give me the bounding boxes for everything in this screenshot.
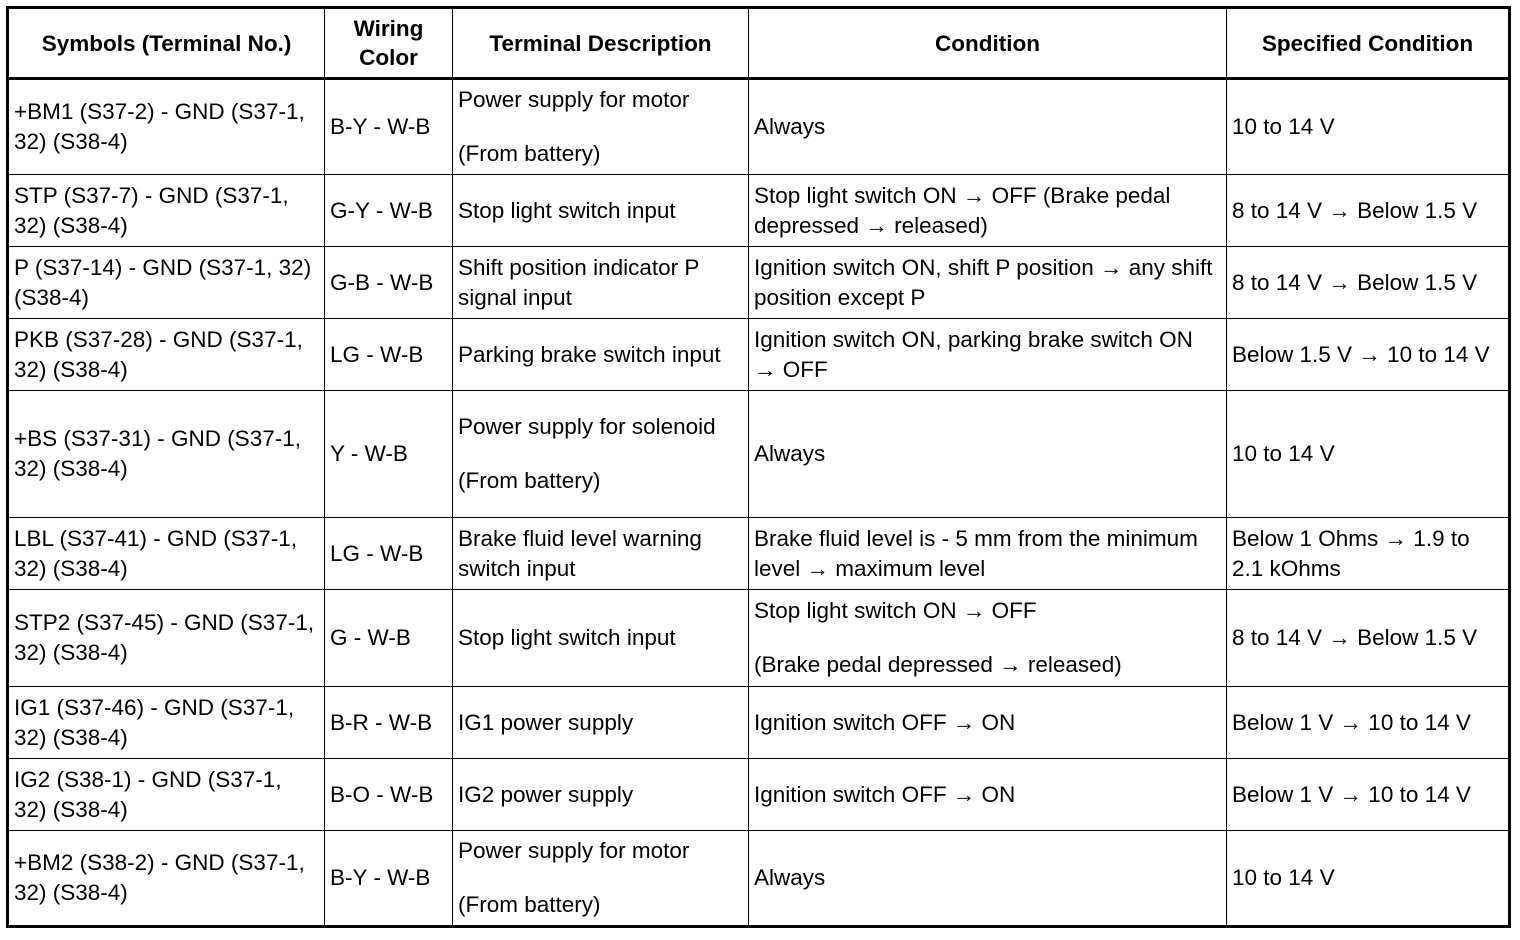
cell-symbol: STP (S37-7) - GND (S37-1, 32) (S38-4) xyxy=(8,175,325,247)
header-specified-condition: Specified Condition xyxy=(1227,8,1510,79)
cell-terminal-description xyxy=(453,518,749,590)
cell-terminal-description xyxy=(453,831,749,927)
table-row xyxy=(8,759,1510,831)
condition-line: Always xyxy=(754,114,826,139)
description-line: Shift position indicator P signal input xyxy=(458,254,699,310)
table-row xyxy=(8,391,1510,518)
cell-condition xyxy=(749,79,1227,175)
table-row xyxy=(8,175,1510,247)
cell-wiring-color: Y - W-B xyxy=(325,391,453,518)
terminal-spec-table xyxy=(6,6,1511,928)
cell-symbol: +BM1 (S37-2) - GND (S37-1, 32) (S38-4) xyxy=(8,79,325,175)
cell-symbol: IG2 (S38-1) - GND (S37-1, 32) (S38-4) xyxy=(8,759,325,831)
cell-specified-condition: 8 to 14 V → Below 1.5 V xyxy=(1227,247,1510,319)
header-wiring-color: Wiring Color xyxy=(325,8,453,79)
condition-line: Stop light switch ON → OFF (Brake pedal depressed → released) xyxy=(754,182,1171,238)
cell-terminal-description xyxy=(453,175,749,247)
cell-specified-condition: 8 to 14 V → Below 1.5 V xyxy=(1227,175,1510,247)
cell-condition xyxy=(749,518,1227,590)
description-line: Parking brake switch input xyxy=(458,341,721,367)
cell-terminal-description xyxy=(453,590,749,687)
cell-specified-condition: Below 1 V → 10 to 14 V xyxy=(1227,759,1510,831)
table-row xyxy=(8,831,1510,927)
cell-specified-condition: Below 1 V → 10 to 14 V xyxy=(1227,687,1510,759)
description-line: Power supply for motor xyxy=(458,87,690,112)
cell-symbol: +BS (S37-31) - GND (S37-1, 32) (S38-4) xyxy=(8,391,325,518)
table-row xyxy=(8,79,1510,175)
cell-wiring-color: G-Y - W-B xyxy=(325,175,453,247)
cell-terminal-description xyxy=(453,79,749,175)
cell-symbol: LBL (S37-41) - GND (S37-1, 32) (S38-4) xyxy=(8,518,325,590)
cell-condition xyxy=(749,831,1227,927)
cell-condition xyxy=(749,175,1227,247)
cell-symbol: P (S37-14) - GND (S37-1, 32) (S38-4) xyxy=(8,247,325,319)
condition-line: Ignition switch OFF → ON xyxy=(754,781,1016,807)
cell-wiring-color: B-O - W-B xyxy=(325,759,453,831)
cell-condition xyxy=(749,590,1227,687)
cell-symbol: PKB (S37-28) - GND (S37-1, 32) (S38-4) xyxy=(8,319,325,391)
cell-symbol: IG1 (S37-46) - GND (S37-1, 32) (S38-4) xyxy=(8,687,325,759)
cell-wiring-color: G-B - W-B xyxy=(325,247,453,319)
header-row xyxy=(8,8,1510,79)
cell-condition xyxy=(749,391,1227,518)
table-row xyxy=(8,247,1510,319)
description-line: Stop light switch input xyxy=(458,197,676,223)
cell-wiring-color: LG - W-B xyxy=(325,319,453,391)
cell-condition xyxy=(749,687,1227,759)
cell-condition xyxy=(749,759,1227,831)
description-line: Power supply for solenoid xyxy=(458,414,716,439)
condition-line: Ignition switch OFF → ON xyxy=(754,709,1016,735)
cell-condition xyxy=(749,319,1227,391)
condition-line: Always xyxy=(754,441,826,466)
condition-line: Always xyxy=(754,865,826,890)
cell-symbol: STP2 (S37-45) - GND (S37-1, 32) (S38-4) xyxy=(8,590,325,687)
condition-line: Stop light switch ON → OFF xyxy=(754,598,1037,623)
header-condition: Condition xyxy=(749,8,1227,79)
cell-condition xyxy=(749,247,1227,319)
cell-specified-condition: Below 1 Ohms → 1.9 to 2.1 kOhms xyxy=(1227,518,1510,590)
cell-terminal-description xyxy=(453,247,749,319)
header-symbols: Symbols (Terminal No.) xyxy=(8,8,325,79)
description-line: (From battery) xyxy=(458,892,601,917)
cell-symbol: +BM2 (S38-2) - GND (S37-1, 32) (S38-4) xyxy=(8,831,325,927)
header-terminal-description: Terminal Description xyxy=(453,8,749,79)
table-body xyxy=(8,79,1510,927)
table-row xyxy=(8,590,1510,687)
cell-wiring-color: G - W-B xyxy=(325,590,453,687)
description-line: (From battery) xyxy=(458,468,601,493)
cell-terminal-description xyxy=(453,391,749,518)
cell-specified-condition: 10 to 14 V xyxy=(1227,391,1510,518)
cell-wiring-color: LG - W-B xyxy=(325,518,453,590)
cell-wiring-color: B-Y - W-B xyxy=(325,831,453,927)
cell-terminal-description xyxy=(453,759,749,831)
condition-line: Ignition switch ON, parking brake switch ON → OFF xyxy=(754,326,1193,382)
condition-line: Ignition switch ON, shift P position → any shift position except P xyxy=(754,254,1213,310)
cell-terminal-description xyxy=(453,319,749,391)
description-line: Stop light switch input xyxy=(458,625,676,650)
table-row xyxy=(8,319,1510,391)
description-line: Power supply for motor xyxy=(458,838,690,863)
description-line: Brake fluid level warning switch input xyxy=(458,525,702,581)
table-header xyxy=(8,8,1510,79)
table-row xyxy=(8,518,1510,590)
cell-wiring-color: B-Y - W-B xyxy=(325,79,453,175)
cell-terminal-description xyxy=(453,687,749,759)
condition-line: Brake fluid level is - 5 mm from the minimum level → maximum level xyxy=(754,525,1198,581)
description-line: (From battery) xyxy=(458,141,601,166)
condition-line: (Brake pedal depressed → released) xyxy=(754,652,1122,677)
description-line: IG2 power supply xyxy=(458,781,634,807)
cell-specified-condition: 8 to 14 V → Below 1.5 V xyxy=(1227,590,1510,687)
cell-specified-condition: 10 to 14 V xyxy=(1227,79,1510,175)
table-row xyxy=(8,687,1510,759)
description-line: IG1 power supply xyxy=(458,709,634,735)
cell-specified-condition: 10 to 14 V xyxy=(1227,831,1510,927)
cell-wiring-color: B-R - W-B xyxy=(325,687,453,759)
cell-specified-condition: Below 1.5 V → 10 to 14 V xyxy=(1227,319,1510,391)
